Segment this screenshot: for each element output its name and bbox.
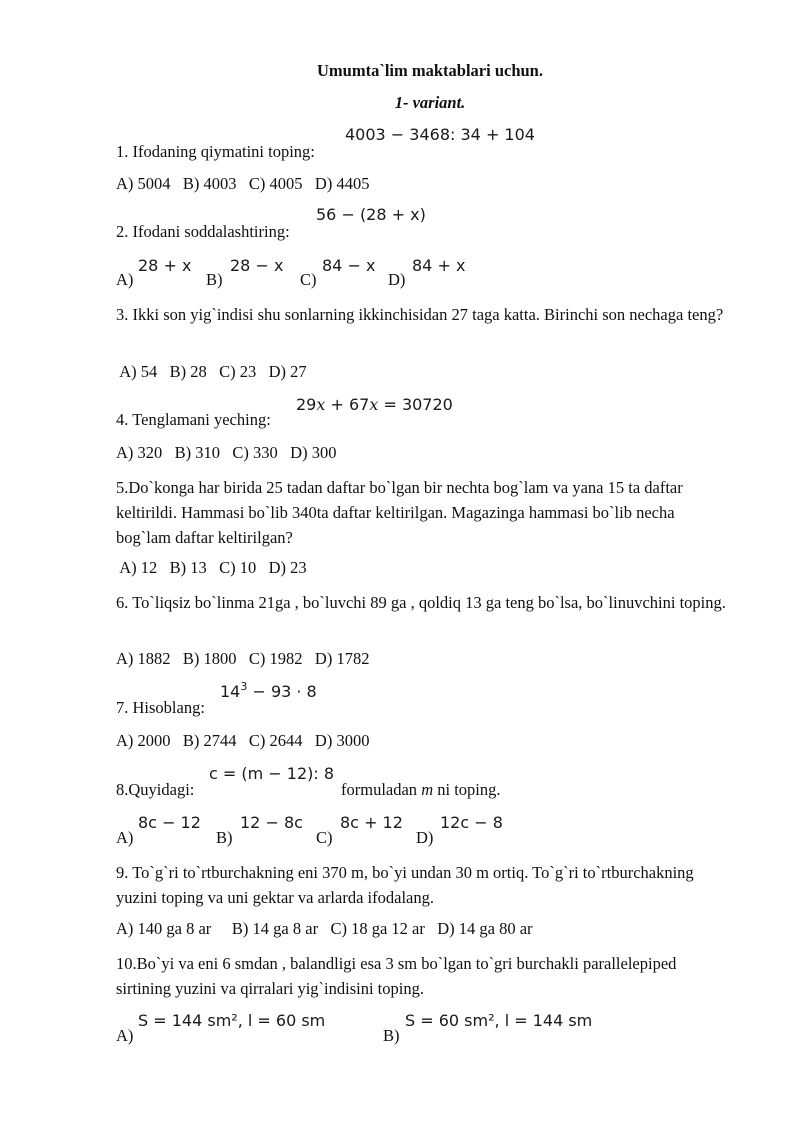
q2-option-b-expr: 28 − x [230,256,284,275]
q8-prompt: 8.Quyidagi: [116,780,195,799]
q2-option-c-expr: 84 − x [322,256,376,275]
q2-option-a-letter: A) [116,270,134,289]
q2-option-a-expr: 28 + x [138,256,192,275]
q2-prompt: 2. Ifodani soddalashtiring: [116,222,290,241]
q1-prompt: 1. Ifodaning qiymatini toping: [116,142,315,161]
q10-option-b-letter: B) [383,1026,400,1045]
q2-option-d-letter: D) [388,270,406,289]
q8-formula: c = (m − 12): 8 [209,764,335,783]
q8-option-d-expr: 12c − 8 [440,813,503,832]
q7-options: A) 2000 B) 2744 C) 2644 D) 3000 [116,731,370,750]
q6-options: A) 1882 B) 1800 C) 1982 D) 1782 [116,649,370,668]
q8-option-b-letter: B) [216,828,233,847]
q3-options: A) 54 B) 28 C) 23 D) 27 [116,362,307,381]
q8-option-c-letter: C) [316,828,333,847]
q10-option-a-letter: A) [116,1026,134,1045]
q5-prompt: 5.Do`konga har birida 25 tadan daftar bo`lgan bir nechta bog`lam va yana 15 ta daftar keltirildi. Hammasi bo`lib 340ta daftar keltirilgan. Magazinga hammasi bo`lib necha bog`lam daftar keltirilgan? [116,478,683,547]
document-title: Umumta`lim maktablari uchun. [317,61,543,80]
q4-options: A) 320 B) 310 C) 330 D) 300 [116,443,337,462]
q9-options: A) 140 ga 8 ar B) 14 ga 8 ar C) 18 ga 12 ar D) 14 ga 80 ar [116,919,533,938]
q2-option-c-letter: C) [300,270,317,289]
q8-option-b-expr: 12 − 8c [240,813,303,832]
q1-formula: 4003 − 3468: 34 + 104 [345,125,535,144]
q1-options: A) 5004 B) 4003 C) 4005 D) 4405 [116,174,370,193]
q2-option-d-expr: 84 + x [412,256,466,275]
q5-options: A) 12 B) 13 C) 10 D) 23 [116,558,307,577]
q4-prompt: 4. Tenglamani yeching: [116,410,271,429]
q7-formula: $14^3 - 93 \cdot 8$ [220,680,317,701]
q6-prompt: 6. To`liqsiz bo`linma 21ga , bo`luvchi 89 ga , qoldiq 13 ga teng bo`lsa, bo`linuvchini toping. [116,593,726,612]
variant-heading: 1- variant. [394,93,466,112]
q10-prompt: 10.Bo`yi va eni 6 smdan , balandligi esa 3 sm bo`lgan to`gri burchakli parallelepiped sirtining yuzini va qirralari yig`indisini toping. [116,954,677,998]
q8-option-c-expr: 8c + 12 [340,813,403,832]
q8-option-d-letter: D) [416,828,434,847]
q9-prompt: 9. To`g`ri to`rtburchakning eni 370 m, bo`yi undan 30 m ortiq. To`g`ri to`rtburchakning yuzini toping va uni gektar va arlarda ifodalang. [116,863,694,907]
q8-prompt-after: formuladan m ni toping. [341,780,501,799]
q10-option-b-expr: S = 60 sm², l = 144 sm [405,1011,593,1030]
q7-prompt: 7. Hisoblang: [116,698,205,717]
q8-option-a-expr: 8c − 12 [138,813,201,832]
q10-option-a-expr: S = 144 sm², l = 60 sm [138,1011,326,1030]
q8-option-a-letter: A) [116,828,134,847]
q2-option-b-letter: B) [206,270,223,289]
q2-formula: 56 − (28 + x) [316,205,426,224]
q4-formula: 29x + 67x = 30720 [296,395,453,414]
q3-prompt: 3. Ikki son yig`indisi shu sonlarning ikkinchisidan 27 taga katta. Birinchi son nechaga teng? [116,305,724,324]
